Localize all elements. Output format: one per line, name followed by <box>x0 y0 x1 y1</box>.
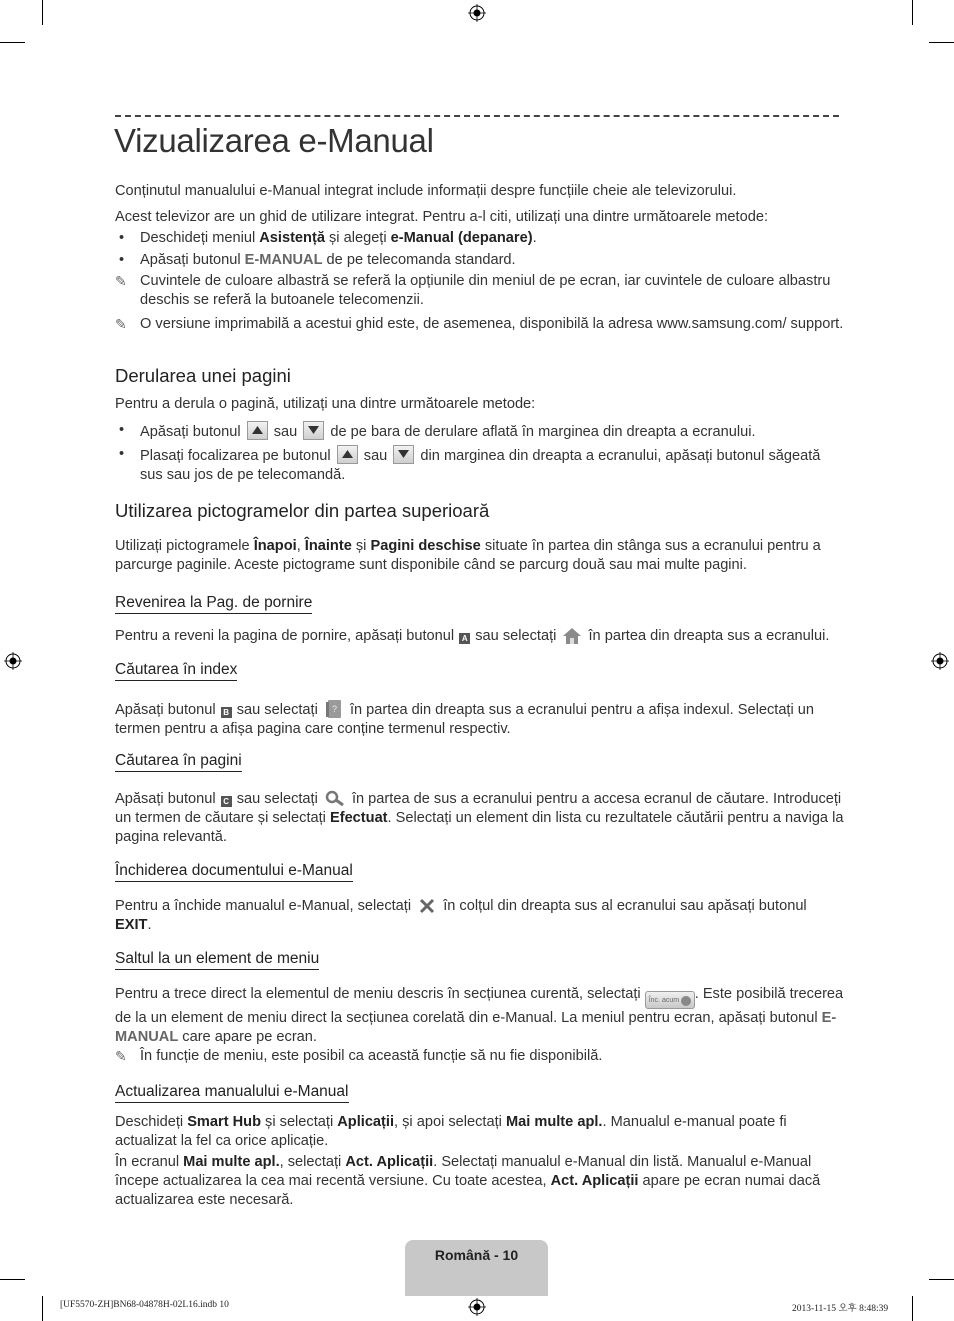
key-badge: B <box>221 707 232 718</box>
crop-mark <box>929 42 954 43</box>
subsection-heading: Căutarea în index <box>115 661 237 681</box>
subsection-paragraph: Apăsați butonul C sau selectați în partea de sus a ecranului pentru a accesa ecranul de căutare. Introduceți un termen de căutare și selectați Efectuat. Selectați un element din lista cu rezultatele căutării pentru a naviga la pagina relevantă. <box>115 791 844 845</box>
subsection-heading: Saltul la un element de meniu <box>115 950 319 970</box>
subsection-paragraph: În ecranul Mai multe apl., selectați Act. Aplicații. Selectați manualul e-Manual din listă. Manualul e-Manual începe actualizarea la cea mai recentă versiune. Cu toate acestea, Act. Aplicații apare pe ecran numai dacă actualizarea este necesară. <box>115 1154 821 1208</box>
key-badge: C <box>221 796 232 807</box>
list-item: • Apăsați butonul sau de pe bara de derulare aflată în marginea din dreapta a ecranului. <box>115 421 845 442</box>
note: ✎ Cuvintele de culoare albastră se referă la opțiunile din meniul de pe ecran, iar cuvintele de culoare albastru deschis se referă la butoanele telecomenzii. <box>115 273 831 308</box>
section-paragraph: Utilizați pictogramele Înapoi, Înainte și Pagini deschise situate în partea din stânga sus a ecranului pentru a parcurge paginile. Aceste pictograme sunt disponibile când se parcurg două sau mai multe pagini. <box>115 538 821 573</box>
crop-mark <box>912 0 913 25</box>
crop-mark <box>929 1279 954 1280</box>
list-item: • Deschideți meniul Asistență și alegeți e-Manual (depanare). <box>115 229 845 248</box>
crop-mark <box>0 42 25 43</box>
arrow-down-icon <box>398 450 409 458</box>
home-icon <box>562 627 582 645</box>
note: ✎ În funcție de meniu, este posibil ca această funcție să nu fie disponibilă. <box>115 1048 603 1064</box>
index-book-icon <box>324 699 344 719</box>
pencil-note-icon: ✎ <box>115 1048 127 1064</box>
section-paragraph: Pentru a derula o pagină, utilizați una dintre următoarele metode: <box>115 396 536 412</box>
print-date: 2013-11-15 오후 8:48:39 <box>792 1304 889 1314</box>
section-heading: Utilizarea pictogramelor din partea superioară <box>115 500 490 521</box>
crop-mark <box>42 1296 43 1321</box>
intro-paragraph: Acest televizor are un ghid de utilizare integrat. Pentru a-l citi, utilizați una dintre următoarele metode: <box>115 209 768 225</box>
subsection-heading: Căutarea în pagini <box>115 752 242 772</box>
subsection-paragraph: Apăsați butonul B sau selectați ? în partea din dreapta sus a ecranului pentru a afișa indexul. Selectați un termen pentru a afișa pagina care conține termenul respectiv. <box>115 699 845 739</box>
scroll-down-button <box>393 445 414 464</box>
registration-mark-icon <box>931 652 949 670</box>
title-divider <box>115 115 839 117</box>
play-icon <box>681 996 691 1006</box>
intro-paragraph: Conținutul manualului e-Manual integrat include informații despre funcțiile cheie ale televizorului. <box>115 183 737 199</box>
scroll-down-button <box>303 421 324 440</box>
page-title: Vizualizarea e-Manual <box>114 122 434 159</box>
subsection-heading: Închiderea documentului e-Manual <box>115 862 353 882</box>
registration-mark-icon <box>468 4 486 22</box>
crop-mark <box>0 1279 25 1280</box>
list-item: • Plasați focalizarea pe butonul sau din marginea din dreapta a ecranului, apăsați butonul săgeată sus sau jos de pe telecomandă. <box>115 445 845 485</box>
section-heading: Derularea unei pagini <box>115 365 291 386</box>
print-file-info: [UF5570-ZH]BN68-04878H-02L16.indb 10 <box>60 1300 229 1310</box>
pencil-note-icon: ✎ <box>115 316 127 332</box>
arrow-up-icon <box>252 426 263 434</box>
subsection-heading: Revenirea la Pag. de pornire <box>115 594 312 614</box>
pencil-note-icon: ✎ <box>115 273 127 289</box>
crop-mark <box>912 1296 913 1321</box>
try-now-button: Înc. acum <box>645 991 695 1009</box>
search-icon <box>324 790 346 808</box>
scroll-up-button <box>337 445 358 464</box>
registration-mark-icon <box>468 1298 486 1316</box>
subsection-heading: Actualizarea manualului e-Manual <box>115 1083 349 1103</box>
subsection-paragraph: Pentru a închide manualul e-Manual, selectați în colțul din dreapta sus al ecranului sau apăsați butonul EXIT. <box>115 898 807 933</box>
svg-text:?: ? <box>331 704 337 714</box>
subsection-paragraph: Pentru a reveni la pagina de pornire, apăsați butonul A sau selectați în partea din dreapta sus a ecranului. <box>115 628 830 644</box>
arrow-up-icon <box>342 450 353 458</box>
page-number: Română - 10 <box>434 1247 519 1263</box>
subsection-paragraph: Pentru a trece direct la elementul de meniu descris în secțiunea curentă, selectați Înc. acum . Este posibilă trecerea de la un element de meniu direct la secțiunea corelată din e-Manual. La meniul pentru ecran, apăsați butonul E-MANUAL care apare pe ecran. <box>115 986 844 1045</box>
crop-mark <box>42 0 43 25</box>
scroll-up-button <box>247 421 268 440</box>
key-badge: A <box>459 633 470 644</box>
list-item: • Apăsați butonul E-MANUAL de pe telecomanda standard. <box>115 251 845 270</box>
registration-mark-icon <box>4 652 22 670</box>
close-icon <box>417 897 437 915</box>
subsection-paragraph: Deschideți Smart Hub și selectați Aplicații, și apoi selectați Mai multe apl.. Manualul e-manual poate fi actualizat la fel ca orice aplicație. <box>115 1114 787 1149</box>
note: ✎ O versiune imprimabilă a acestui ghid este, de asemenea, disponibilă la adresa www.samsung.com/ support. <box>115 316 844 332</box>
arrow-down-icon <box>308 426 319 434</box>
